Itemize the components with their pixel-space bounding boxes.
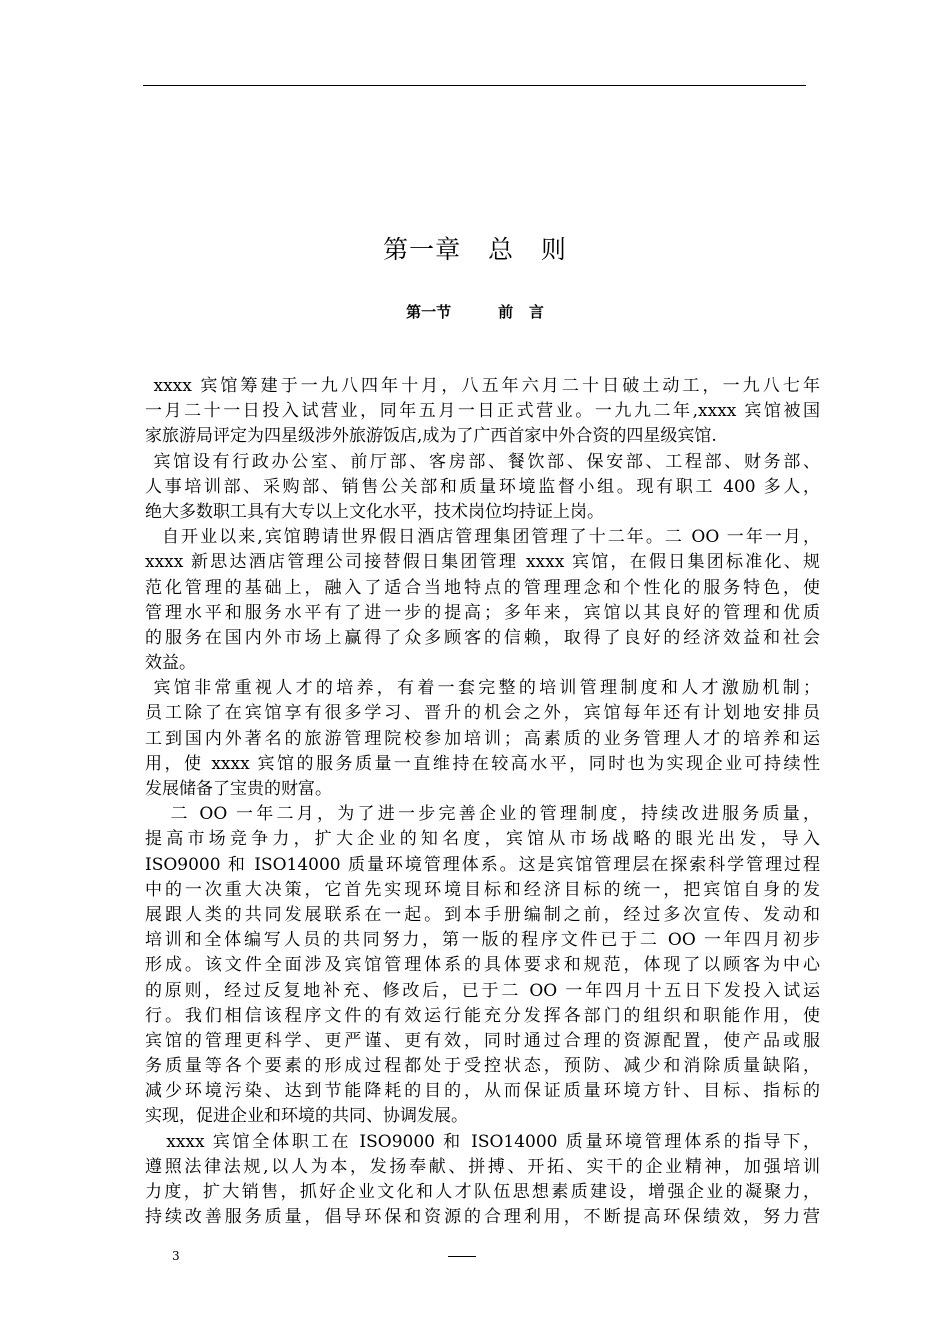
footer-dash xyxy=(448,1256,476,1257)
text-line: 展跟人类的共同发展联系在一起。到本手册编制之前，经过多次宣传、发动和 xyxy=(145,904,820,925)
text-line: 自开业以来,宾馆聘请世界假日酒店管理集团管理了十二年。二 OO 一年一月， xyxy=(162,527,820,548)
paragraph xyxy=(145,802,820,1129)
header-rule xyxy=(143,85,806,86)
paragraph xyxy=(145,374,820,450)
text-line: 减少环境污染、达到节能降耗的目的，从而保证质量环境方针、目标、指标的 xyxy=(145,1081,820,1102)
text-line: 家旅游局评定为四星级涉外旅游饭店,成为了广西首家中外合资的四星级宾馆. xyxy=(145,426,717,447)
text-line: 行。我们相信该程序文件的有效运行能充分发挥各部门的组织和职能作用，使 xyxy=(145,1005,820,1026)
text-line: 宾馆设有行政办公室、前厅部、客房部、餐饮部、保安部、工程部、财务部、 xyxy=(153,451,820,472)
text-line: 工到国内外著名的旅游管理院校参加培训；高素质的业务管理人才的培养和运 xyxy=(145,728,820,749)
page-number: 3 xyxy=(172,1249,180,1263)
paragraph xyxy=(145,525,820,676)
text-line: 务质量等各个要素的形成过程都处于受控状态，预防、减少和消除质量缺陷， xyxy=(145,1056,820,1077)
text-line: 遵照法律法规,以人为本，发扬奉献、拼搏、开拓、实干的企业精神，加强培训 xyxy=(145,1156,820,1177)
paragraph xyxy=(145,450,820,526)
chapter-title: 第一章 总 则 xyxy=(383,235,567,264)
text-line: 的原则，经过反复地补充、修改后，已于二 OO 一年四月十五日下发投入试运 xyxy=(145,980,820,1001)
text-line: 持续改善服务质量，倡导环保和资源的合理利用，不断提高环保绩效，努力营 xyxy=(145,1207,820,1228)
text-line: 力度，扩大销售，抓好企业文化和人才队伍思想素质建设，增强企业的凝聚力， xyxy=(145,1182,820,1202)
text-line: 用，使 xxxx 宾馆的服务质量一直维持在较高水平，同时也为实现企业可持续性 xyxy=(145,753,820,774)
section-title: 第一节 前 言 xyxy=(406,303,544,321)
text-line: 一月二十一日投入试营业，同年五月一日正式营业。一九九二年,xxxx 宾馆被国 xyxy=(145,401,820,422)
text-line: 的服务在国内外市场上赢得了众多顾客的信赖，取得了良好的经济效益和社会 xyxy=(145,627,820,648)
text-line: 中的一次重大决策，它首先实现环境目标和经济目标的统一，把宾馆自身的发 xyxy=(145,879,820,900)
text-line: 人事培训部、采购部、销售公关部和质量环境监督小组。现有职工 400 多人， xyxy=(145,476,820,497)
text-line: 宾馆非常重视人才的培养，有着一套完整的培训管理制度和人才激励机制； xyxy=(153,678,820,699)
text-line: 提高市场竞争力，扩大企业的知名度，宾馆从市场战略的眼光出发，导入 xyxy=(145,829,820,850)
text-line: 发展储备了宝贵的财富。 xyxy=(145,779,332,799)
text-line: xxxx 宾馆全体职工在 ISO9000 和 ISO14000 质量环境管理体系的指导下， xyxy=(166,1131,820,1152)
text-line: 宾馆的管理更科学、更严谨、更有效，同时通过合理的资源配置，使产品或服 xyxy=(145,1030,820,1051)
text-line: 管理水平和服务水平有了进一步的提高；多年来，宾馆以其良好的管理和优质 xyxy=(145,602,820,623)
text-line: 实现，促进企业和环境的共同、协调发展。 xyxy=(145,1106,468,1127)
text-line: 绝大多数职工具有大专以上文化水平，技术岗位均持证上岗。 xyxy=(145,501,604,522)
text-line: 形成。该文件全面涉及宾馆管理体系的具体要求和规范，体现了以顾客为中心 xyxy=(145,955,820,976)
paragraph xyxy=(145,1130,820,1231)
paragraph xyxy=(145,676,820,802)
text-line: 培训和全体编写人员的共同努力，第一版的程序文件已于二 OO 一年四月初步 xyxy=(145,930,820,951)
text-line: ISO9000 和 ISO14000 质量环境管理体系。这是宾馆管理层在探索科学管理过程 xyxy=(145,854,820,875)
text-line: xxxx 新思达酒店管理公司接替假日集团管理 xxxx 宾馆，在假日集团标准化、规 xyxy=(145,552,820,573)
text-line: 二 OO 一年二月，为了进一步完善企业的管理制度，持续改进服务质量， xyxy=(170,804,820,825)
text-line: xxxx 宾馆筹建于一九八四年十月，八五年六月二十日破土动工，一九八七年 xyxy=(153,376,820,396)
body-text xyxy=(145,374,820,1230)
text-line: 员工除了在宾馆享有很多学习、晋升的机会之外，宾馆每年还有计划地安排员 xyxy=(145,703,820,724)
text-line: 效益。 xyxy=(145,653,196,674)
text-line: 范化管理的基础上，融入了适合当地特点的管理理念和个性化的服务特色，使 xyxy=(145,577,820,598)
